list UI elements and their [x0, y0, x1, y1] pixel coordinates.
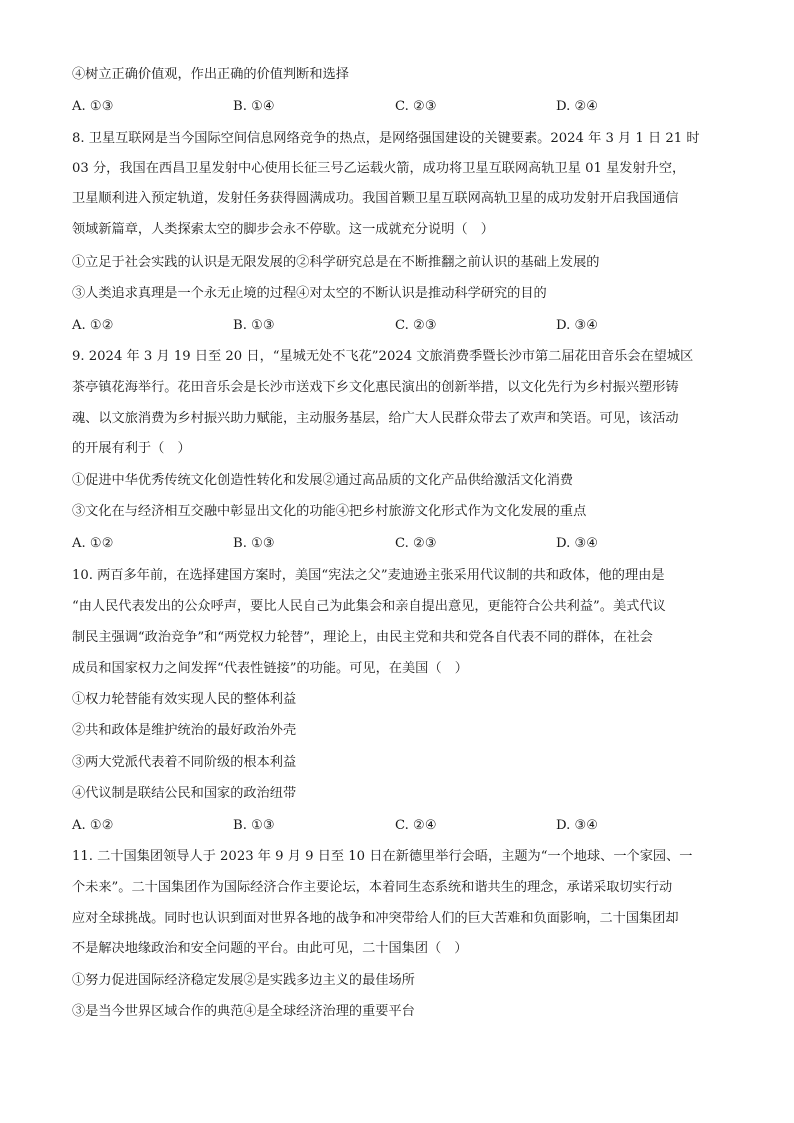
q11-stem-line-4: 不是解决地缘政治和安全问题的平台。由此可见，二十国集团（ ）	[72, 941, 468, 956]
q7-option-b: B. ①④	[233, 99, 275, 114]
q10-choice-4: ④代议制是联结公民和国家的政治纽带	[72, 786, 297, 801]
q10-option-a: A. ①②	[72, 818, 114, 833]
q8-choices-3-4: ③人类追求真理是一个永无止境的过程④对太空的不断认识是推动科学研究的目的	[72, 286, 547, 301]
q9-stem-line-4: 的开展有利于（ ）	[72, 441, 191, 456]
q9-choices-1-2: ①促进中华优秀传统文化创造性转化和发展②通过高品质的文化产品供给激活文化消费	[72, 473, 574, 488]
q9-choices-3-4: ③文化在与经济相互交融中彰显出文化的功能④把乡村旅游文化形式作为文化发展的重点	[72, 504, 587, 519]
q11-stem-line-2: 个未来”。二十国集团作为国际经济合作主要论坛，本着同生态系统和谐共生的理念，承诺采取切实行动	[72, 880, 673, 895]
q9-option-d: D. ③④	[556, 536, 599, 551]
q11-stem-line-1: 11. 二十国集团领导人于 2023 年 9 月 9 日至 10 日在新德里举行会晤，主题为“一个地球、一个家园、一	[72, 849, 693, 864]
q8-option-d: D. ③④	[556, 318, 599, 333]
q11-choices-1-2: ①努力促进国际经济稳定发展②是实践多边主义的最佳场所	[72, 973, 415, 988]
q8-option-a: A. ①②	[72, 318, 114, 333]
q10-choice-3: ③两大党派代表着不同阶级的根本利益	[72, 755, 297, 770]
q10-option-d: D. ③④	[556, 818, 599, 833]
q11-choices-3-4: ③是当今世界区域合作的典范④是全球经济治理的重要平台	[72, 1004, 415, 1019]
q7-option-c: C. ②③	[395, 99, 437, 114]
q8-choices-1-2: ①立足于社会实践的认识是无限发展的②科学研究总是在不断推翻之前认识的基础上发展的	[72, 255, 600, 270]
q8-options	[72, 317, 724, 335]
q7-option-a: A. ①③	[72, 99, 114, 114]
q9-stem-line-1: 9. 2024 年 3 月 19 日至 20 日，“星城无处不飞花”2024 文旅消费季暨长沙市第二届花田音乐会在望城区	[72, 349, 694, 364]
q9-stem-line-3: 魂、以文旅消费为乡村振兴助力赋能，主动服务基层，给广大人民群众带去了欢声和笑语。可见，该活动	[72, 411, 679, 426]
q9-option-b: B. ①③	[233, 536, 275, 551]
q8-option-c: C. ②③	[395, 318, 437, 333]
q7-options	[72, 98, 724, 116]
q10-option-b: B. ①③	[233, 818, 275, 833]
q7-option-d: D. ②④	[556, 99, 599, 114]
q10-choice-2: ②共和政体是维护统治的最好政治外壳	[72, 723, 297, 738]
q9-stem-line-2: 茶亭镇花海举行。花田音乐会是长沙市送戏下乡文化惠民演出的创新举措，以文化先行为乡村振兴塑形铸	[72, 380, 679, 395]
q8-stem-line-1: 8. 卫星互联网是当今国际空间信息网络竞争的热点，是网络强国建设的关键要素。2024 年 3 月 1 日 21 时	[72, 131, 700, 146]
q8-stem-line-2: 03 分，我国在西昌卫星发射中心使用长征三号乙运载火箭，成功将卫星互联网高轨卫星 01 星发射升空，	[72, 161, 686, 176]
q10-options	[72, 817, 724, 835]
q8-stem-line-4: 领域新篇章，人类探索太空的脚步会永不停歇。这一成就充分说明（ ）	[72, 222, 494, 237]
q7-choice-4: ④树立正确价值观，作出正确的价值判断和选择	[72, 67, 349, 82]
q10-stem-line-3: 制民主强调“政治竞争”和“两党权力轮替”，理论上，由民主党和共和党各自代表不同的群体，在社会	[72, 630, 653, 645]
q9-option-a: A. ①②	[72, 536, 114, 551]
q11-stem-line-3: 应对全球挑战。同时也认识到面对世界各地的战争和冲突带给人们的巨大苦难和负面影响，二十国集团却	[72, 911, 679, 926]
q10-stem-line-1: 10. 两百多年前，在选择建国方案时，美国“宪法之父”麦迪逊主张采用代议制的共和政体，他的理由是	[72, 568, 665, 583]
q8-option-b: B. ①③	[233, 318, 275, 333]
q9-option-c: C. ②③	[395, 536, 437, 551]
q10-stem-line-2: “由人民代表发出的公众呼声，要比人民自己为此集会和亲自提出意见，更能符合公共利益”。美式代议	[72, 599, 666, 614]
q10-stem-line-4: 成员和国家权力之间发挥“代表性链接”的功能。可见，在美国（ ）	[72, 661, 468, 676]
q8-stem-line-3: 卫星顺利进入预定轨道，发射任务获得圆满成功。我国首颗卫星互联网高轨卫星的成功发射开启我国通信	[72, 191, 679, 206]
q10-choice-1: ①权力轮替能有效实现人民的整体利益	[72, 692, 297, 707]
q9-options	[72, 535, 724, 553]
q10-option-c: C. ②④	[395, 818, 437, 833]
